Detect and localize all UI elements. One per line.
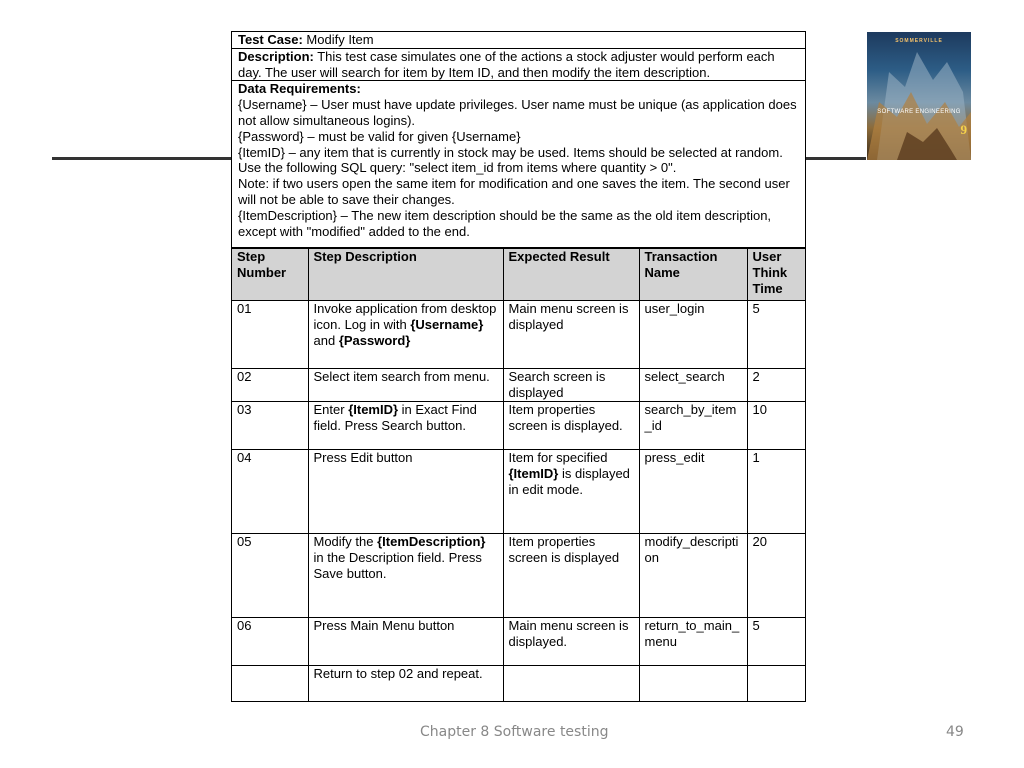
text-fragment: in Exact Find field. Press Search button. — [313, 401, 477, 433]
requirement-password: {Password} – must be valid for given {Username} — [238, 128, 521, 144]
cell-expected-result — [503, 301, 639, 369]
text-fragment: Search screen is displayed — [508, 369, 606, 401]
text-fragment: and — [313, 332, 339, 348]
cell-transaction-name: search_by_item_id — [639, 401, 747, 449]
text-fragment: Press Main Menu button — [313, 617, 455, 633]
placeholder-token: {Username} — [410, 317, 484, 333]
cell-expected-result — [503, 449, 639, 533]
cell-step-description — [308, 533, 503, 617]
cell-step-number: 02 — [232, 369, 308, 402]
table-row — [232, 369, 805, 402]
cell-step-number: 04 — [232, 449, 308, 533]
cell-step-description — [308, 301, 503, 369]
cell-user-think-time: 1 — [747, 449, 805, 533]
text-fragment: in the Description field. Press Save button. — [313, 549, 482, 581]
text-fragment: Select item search from menu. — [313, 369, 490, 385]
table-row — [232, 533, 805, 617]
cell-expected-result — [503, 369, 639, 402]
cell-step-number: 03 — [232, 401, 308, 449]
cell-transaction-name: press_edit — [639, 449, 747, 533]
data-requirements-label: Data Requirements: — [238, 81, 361, 97]
requirement-itemid: {ItemID} – any item that is currently in stock may be used. Items should be selected at random. Use the following SQL query: "select item_id from items where quantity > 0". — [238, 144, 783, 176]
cell-transaction-name: return_to_main_menu — [639, 617, 747, 665]
placeholder-token: {ItemID} — [348, 401, 399, 417]
test-case-label: Test Case: — [238, 32, 303, 47]
header-expected-result: Expected Result — [503, 249, 639, 301]
description-row — [232, 49, 805, 82]
text-fragment: is displayed in edit mode. — [508, 465, 630, 497]
placeholder-token: {Password} — [338, 332, 411, 348]
building-illustration — [867, 32, 971, 160]
cell-expected-result — [503, 665, 639, 701]
requirement-itemdescription: {ItemDescription} – The new item description should be the same as the old item description, except with "modified" added to the end. — [238, 207, 772, 239]
text-fragment: Main menu screen is displayed. — [508, 617, 629, 649]
requirement-username: {Username} – User must have update privileges. User name must be unique (as application does not allow simultaneous logins). — [238, 97, 797, 128]
header-step-description: Step Description — [308, 249, 503, 301]
placeholder-token: {ItemID} — [508, 465, 559, 481]
cell-step-description — [308, 401, 503, 449]
text-fragment: Modify the — [313, 533, 378, 549]
header-user-think-time: User Think Time — [747, 249, 805, 301]
test-case-document — [231, 31, 806, 702]
cell-expected-result — [503, 401, 639, 449]
text-fragment: Item properties screen is displayed. — [508, 401, 623, 433]
table-row — [232, 401, 805, 449]
table-row — [232, 301, 805, 369]
book-cover-edition: 9 — [960, 122, 967, 137]
header-transaction-name: Transaction Name — [639, 249, 747, 301]
header-step-number: Step Number — [232, 249, 308, 301]
cell-user-think-time — [747, 665, 805, 701]
footer-chapter: Chapter 8 Software testing — [420, 724, 609, 740]
placeholder-token: {ItemDescription} — [377, 533, 486, 549]
cell-step-description — [308, 449, 503, 533]
header-rule-right — [804, 157, 866, 160]
cell-expected-result — [503, 533, 639, 617]
text-fragment: Item properties screen is displayed — [508, 533, 620, 565]
test-steps-table — [232, 248, 805, 701]
cell-user-think-time: 5 — [747, 301, 805, 369]
cell-step-number: 06 — [232, 617, 308, 665]
text-fragment: Enter — [313, 401, 349, 417]
page-number: 49 — [946, 724, 964, 740]
data-requirements-row — [232, 81, 805, 248]
table-row — [232, 617, 805, 665]
cell-user-think-time: 20 — [747, 533, 805, 617]
text-fragment: Item for specified — [508, 449, 608, 465]
cell-transaction-name: user_login — [639, 301, 747, 369]
text-fragment: Press Edit button — [313, 449, 413, 465]
cell-step-description — [308, 369, 503, 402]
text-fragment: Invoke application from desktop icon. Log in with — [313, 301, 497, 333]
cell-step-number: 01 — [232, 301, 308, 369]
cell-transaction-name: modify_description — [639, 533, 747, 617]
cell-transaction-name — [639, 665, 747, 701]
book-cover-author: SOMMERVILLE — [895, 38, 943, 44]
book-cover-title: SOFTWARE ENGINEERING — [877, 109, 961, 115]
cell-step-description — [308, 665, 503, 701]
cell-user-think-time: 10 — [747, 401, 805, 449]
header-rule-left — [52, 157, 232, 160]
table-row — [232, 449, 805, 533]
cell-step-description — [308, 617, 503, 665]
cell-user-think-time: 5 — [747, 617, 805, 665]
table-row — [232, 665, 805, 701]
description-label: Description: — [238, 48, 314, 64]
text-fragment: Return to step 02 and repeat. — [313, 665, 483, 681]
cell-step-number — [232, 665, 308, 701]
book-cover-image — [867, 32, 971, 160]
test-case-value: Modify Item — [306, 32, 374, 47]
cell-user-think-time: 2 — [747, 369, 805, 402]
test-case-row — [232, 32, 805, 49]
cell-step-number: 05 — [232, 533, 308, 617]
table-header-row — [232, 249, 805, 301]
cell-transaction-name: select_search — [639, 369, 747, 402]
text-fragment: Main menu screen is displayed — [508, 301, 629, 333]
description-text: This test case simulates one of the actions a stock adjuster would perform each day. The user will search for item by Item ID, and then modify the item description. — [238, 48, 775, 80]
cell-expected-result — [503, 617, 639, 665]
requirement-note: Note: if two users open the same item for modification and one saves the item. The second user will not be able to save their changes. — [238, 176, 790, 207]
